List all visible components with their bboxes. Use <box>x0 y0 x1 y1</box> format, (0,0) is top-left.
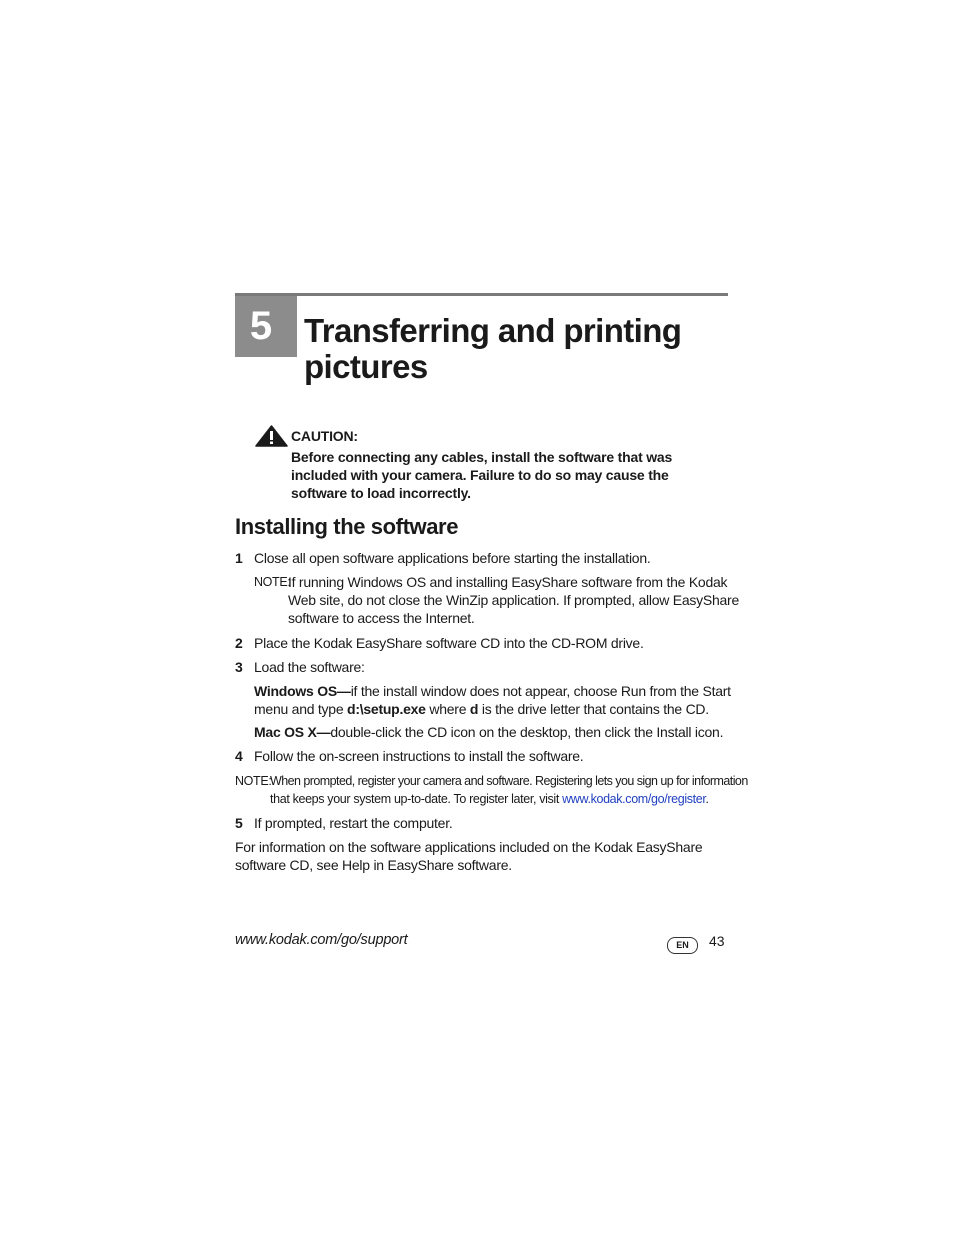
register-link[interactable]: www.kodak.com/go/register <box>562 792 706 806</box>
mac-text: double-click the CD icon on the desktop, then click the Install icon. <box>330 724 724 740</box>
mac-instructions <box>254 723 734 741</box>
closing-paragraph <box>235 838 735 874</box>
chapter-number: 5 <box>249 304 273 348</box>
step-text: Close all open software applications before starting the installation. <box>254 550 651 566</box>
chapter-title <box>304 313 734 385</box>
note-text: that keeps your system up-to-date. To register later, visit <box>270 792 563 806</box>
caution-line: included with your camera. Failure to do so may cause the <box>291 467 669 483</box>
windows-text: menu and type <box>254 701 348 717</box>
footer-support-url[interactable]: www.kodak.com/go/support <box>235 932 408 948</box>
step-text: Load the software: <box>254 659 365 675</box>
windows-text: is the drive letter that contains the CD. <box>478 701 709 717</box>
windows-instructions <box>254 682 734 718</box>
language-badge: EN <box>667 937 698 954</box>
chapter-rule <box>235 293 728 296</box>
caution-line: software to load incorrectly. <box>291 485 471 501</box>
caution-label: CAUTION: <box>291 428 358 444</box>
note-line: Web site, do not close the WinZip application. If prompted, allow EasyShare <box>288 592 740 608</box>
note-line: When prompted, register your camera and software. Registering lets you sign up for information <box>270 774 748 788</box>
step-number: 3 <box>235 659 243 675</box>
note-line <box>270 790 709 808</box>
page-number: 43 <box>709 933 725 949</box>
windows-text: where <box>425 701 470 717</box>
windows-text: if the install window does not appear, choose Run from the Start <box>350 683 731 699</box>
section-title: Installing the software <box>235 514 459 539</box>
note-label: NOTE: <box>254 575 291 589</box>
caution-line: Before connecting any cables, install the software that was <box>291 449 673 465</box>
mac-label: Mac OS X— <box>254 724 331 740</box>
closing-line: For information on the software applications included on the Kodak EasyShare <box>235 839 703 855</box>
note-text: . <box>705 792 709 806</box>
step-number: 2 <box>235 635 243 651</box>
step-text: Follow the on-screen instructions to install the software. <box>254 748 584 764</box>
note-line: software to access the Internet. <box>288 610 475 626</box>
note-label: NOTE: <box>235 774 272 788</box>
drive-letter: d <box>469 701 479 717</box>
caution-text <box>291 448 711 502</box>
warning-triangle-icon <box>255 425 288 447</box>
step-number: 4 <box>235 748 243 764</box>
windows-line-1 <box>254 682 734 700</box>
chapter-title-line-2: pictures <box>304 348 428 385</box>
closing-line: software CD, see Help in EasyShare software. <box>235 857 512 873</box>
step-text: Place the Kodak EasyShare software CD into the CD-ROM drive. <box>254 635 644 651</box>
step-number: 5 <box>235 815 243 831</box>
step-text: If prompted, restart the computer. <box>254 815 453 831</box>
note-line: If running Windows OS and installing EasyShare software from the Kodak <box>288 574 728 590</box>
windows-label: Windows OS— <box>254 683 351 699</box>
setup-command: d:\setup.exe <box>347 701 426 717</box>
step-number: 1 <box>235 550 243 566</box>
chapter-title-line-1: Transferring and printing <box>304 312 682 349</box>
windows-line-2 <box>254 700 734 718</box>
